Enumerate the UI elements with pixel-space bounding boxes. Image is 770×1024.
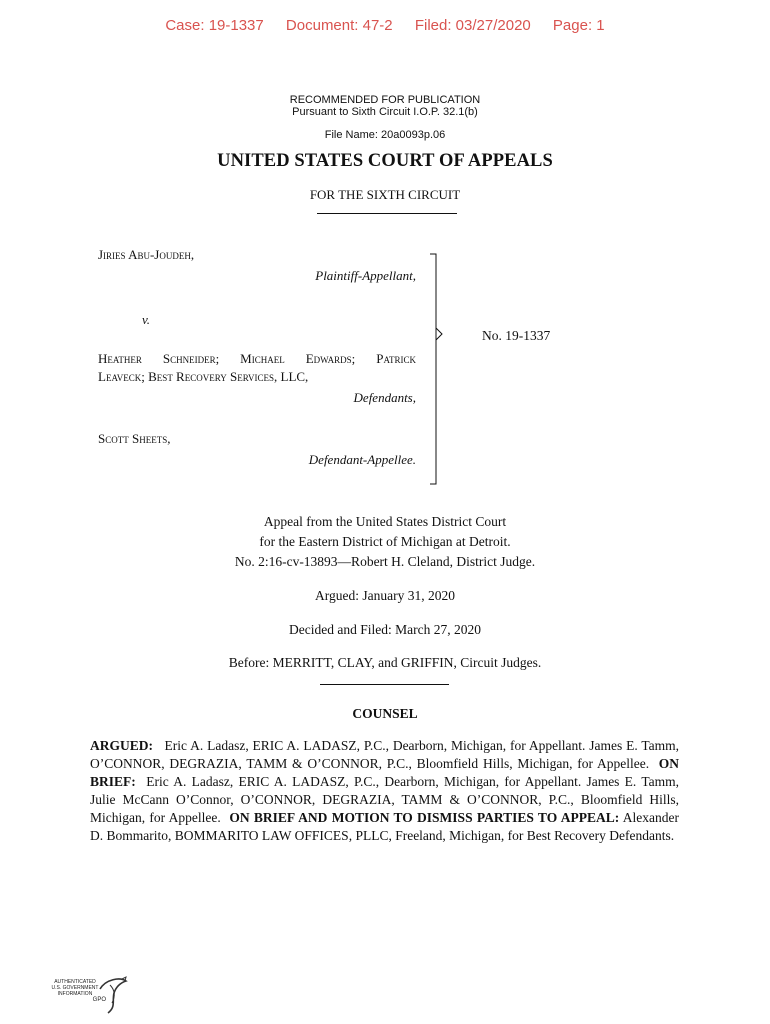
party-plaintiff-role: Plaintiff-Appellant, xyxy=(315,268,416,283)
judges-panel: Before: MERRITT, CLAY, and GRIFFIN, Circuit Judges. xyxy=(228,655,542,670)
party-plaintiff-name: Jiries Abu-Joudeh, xyxy=(98,247,195,262)
appeal-line-3: No. 2:16-cv-13893—Robert H. Cleland, District Judge. xyxy=(234,554,536,569)
party-defendants-line2: Leaveck; Best Recovery Services, LLC, xyxy=(98,369,309,384)
decided-date: Decided and Filed: March 27, 2020 xyxy=(289,622,481,637)
motion-label: ON BRIEF AND MOTION TO DISMISS PARTIES TO APPEAL: xyxy=(229,810,620,825)
appeal-line-1: Appeal from the United States District Court xyxy=(263,514,507,529)
party-appellee-name: Scott Sheets, xyxy=(98,431,171,446)
court-title: UNITED STATES COURT OF APPEALS xyxy=(217,151,553,171)
page-number-header: Page: 1 xyxy=(552,17,605,34)
party-defendants-role: Defendants, xyxy=(353,390,416,405)
argued-label: ARGUED: xyxy=(90,738,153,753)
case-number-header: Case: 19-1337 xyxy=(165,17,264,34)
party-appellee-role: Defendant-Appellee. xyxy=(308,452,416,467)
seal-line-2: U.S. GOVERNMENT xyxy=(51,985,99,991)
circuit-name: FOR THE SIXTH CIRCUIT xyxy=(309,187,461,202)
file-name: File Name: 20a0093p.06 xyxy=(324,129,446,141)
filed-date-header: Filed: 03/27/2020 xyxy=(414,17,531,34)
caption-bracket xyxy=(424,252,448,488)
motion-text: Alexander D. Bommarito, BOMMARITO LAW OFFICES, PLLC, Freeland, Michigan, for Best Recovery Defendants. xyxy=(90,810,680,843)
counsel-heading: COUNSEL xyxy=(352,706,418,721)
argued-text: Eric A. Ladasz, ERIC A. LADASZ, P.C., Dearborn, Michigan, for Appellant. James E. Tamm, O’CONNOR, DEGRAZIA, TAMM & O’CONNOR, P.C., Bloomfield Hills, Michigan, for Appellee. xyxy=(90,738,679,771)
party-defendants-line1: Heather Schneider; Michael Edwards; Patrick xyxy=(98,351,416,366)
publication-rule: Pursuant to Sixth Circuit I.O.P. 32.1(b) xyxy=(292,106,478,118)
eagle-icon xyxy=(96,975,130,1015)
on-brief-label: ON BRIEF: xyxy=(90,756,679,789)
ecf-header xyxy=(0,17,770,34)
seal-line-1: AUTHENTICATED xyxy=(54,979,96,985)
seal-line-3: INFORMATION xyxy=(57,991,93,997)
appeal-line-2: for the Eastern District of Michigan at Detroit. xyxy=(259,534,511,549)
document-number-header: Document: 47-2 xyxy=(285,17,393,34)
counsel-paragraph xyxy=(90,737,679,845)
counsel-divider xyxy=(320,684,449,685)
on-brief-text: Eric A. Ladasz, ERIC A. LADASZ, P.C., Dearborn, Michigan, for Appellant. James E. Tamm, Julie McCann O’Connor, O’CONNOR, DEGRAZIA, TAMM & O’CONNOR, P.C., Bloomfield Hills, Michigan, for Appellee. xyxy=(90,774,679,825)
seal-line-4: GPO xyxy=(92,997,106,1003)
docket-number: No. 19-1337 xyxy=(482,328,551,343)
argued-date: Argued: January 31, 2020 xyxy=(315,588,455,603)
gpo-authentication-seal xyxy=(44,975,134,1017)
publication-recommendation: RECOMMENDED FOR PUBLICATION xyxy=(289,94,481,106)
title-divider xyxy=(317,213,457,214)
versus: v. xyxy=(142,312,151,327)
